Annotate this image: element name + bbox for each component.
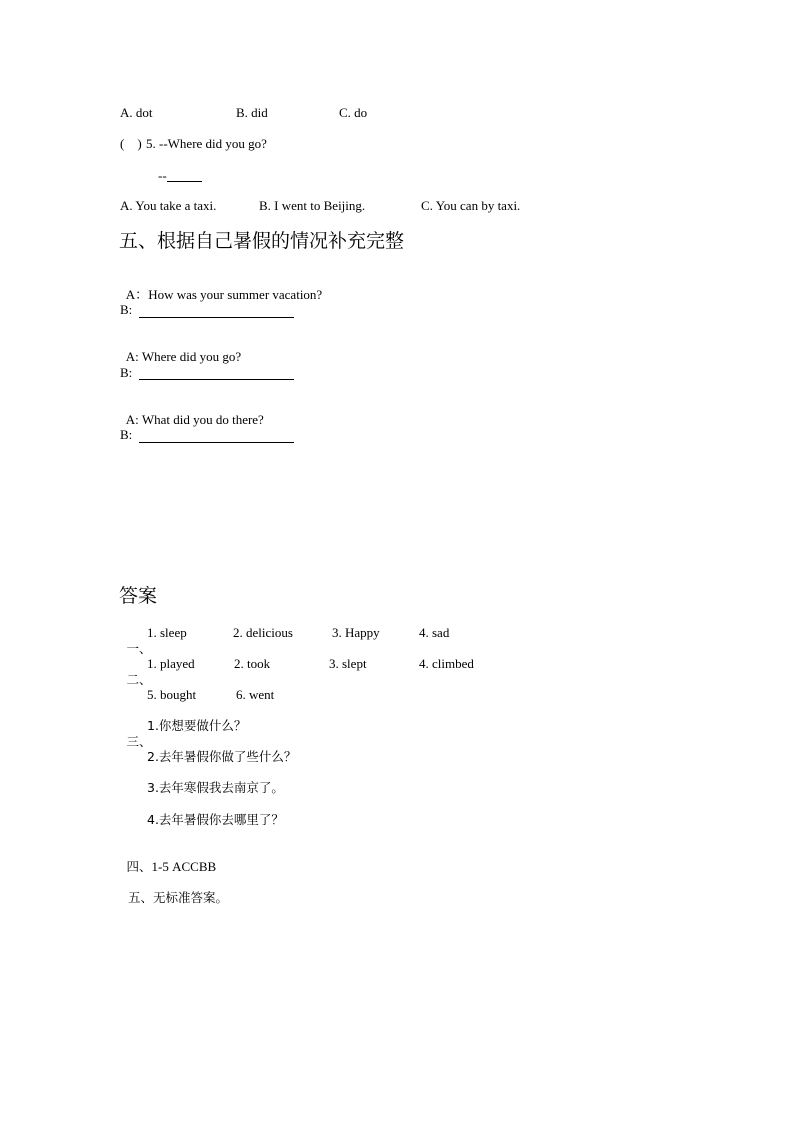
answer-item: 1. played: [147, 656, 195, 671]
dialog-line-3: [120, 333, 241, 365]
answers-part4: [120, 843, 216, 875]
part-label: 三、: [126, 734, 152, 749]
dialog-line-1: [120, 271, 322, 303]
answer-item: 5. bought: [147, 687, 197, 702]
dialog-text: Where did you go?: [141, 349, 242, 364]
q5-answer-blank: [167, 181, 202, 182]
dialog-speaker-a: A：: [125, 287, 149, 302]
answer-blank-2: [139, 379, 294, 380]
answer-item: 3.去年寒假我去南京了。: [147, 780, 284, 795]
answer-item: 4. sad: [419, 625, 450, 640]
q5-question: 5. --Where did you go?: [146, 136, 267, 151]
dialog-text: What did you do there?: [141, 412, 264, 427]
q5-option-a: A. You take a taxi.: [120, 198, 217, 213]
dialog-speaker-b: B:: [120, 302, 133, 317]
q4-option-a: A. dot: [120, 105, 153, 120]
part-label: 二、: [126, 672, 152, 687]
q5-answer-prefix: --: [158, 168, 167, 183]
dialog-text: How was your summer vacation?: [148, 287, 323, 302]
part-label: 四、: [126, 859, 152, 874]
dialog-speaker-a: A:: [125, 412, 139, 427]
answer-item: 3. Happy: [332, 625, 380, 640]
answer-item: 2. took: [234, 656, 271, 671]
q4-option-c: C. do: [339, 105, 368, 120]
part-label: 五、: [127, 890, 153, 905]
answer-item: 2. delicious: [233, 625, 293, 640]
answer-text: 无标准答案。: [152, 890, 228, 905]
q5-option-b: B. I went to Beijing.: [259, 198, 366, 213]
section5-title: 五、根据自己暑假的情况补充完整: [119, 230, 405, 252]
answer-blank-3: [139, 442, 294, 443]
answer-item: 1.你想要做什么？: [147, 718, 247, 733]
q4-option-b: B. did: [236, 105, 268, 120]
answer-item: 2.去年暑假你做了些什么？: [147, 749, 297, 764]
q5-option-c: C. You can by taxi.: [421, 198, 521, 213]
answer-text: 1-5 ACCBB: [151, 859, 217, 874]
answers-part5: [120, 874, 228, 906]
answer-item: 3. slept: [329, 656, 367, 671]
dialog-speaker-b: B:: [120, 365, 133, 380]
q5-answer-paren: ( ): [120, 136, 142, 151]
answer-item: 6. went: [236, 687, 275, 702]
part-label: 一、: [126, 641, 152, 656]
dialog-speaker-b: B:: [120, 427, 133, 442]
dialog-line-5: [120, 396, 264, 428]
answer-item: 4.去年暑假你去哪里了？: [147, 812, 284, 827]
answer-item: 1. sleep: [147, 625, 187, 640]
answer-item: 4. climbed: [419, 656, 474, 671]
answers-title: 答案: [119, 585, 158, 607]
answer-blank-1: [139, 317, 294, 318]
dialog-speaker-a: A:: [125, 349, 139, 364]
